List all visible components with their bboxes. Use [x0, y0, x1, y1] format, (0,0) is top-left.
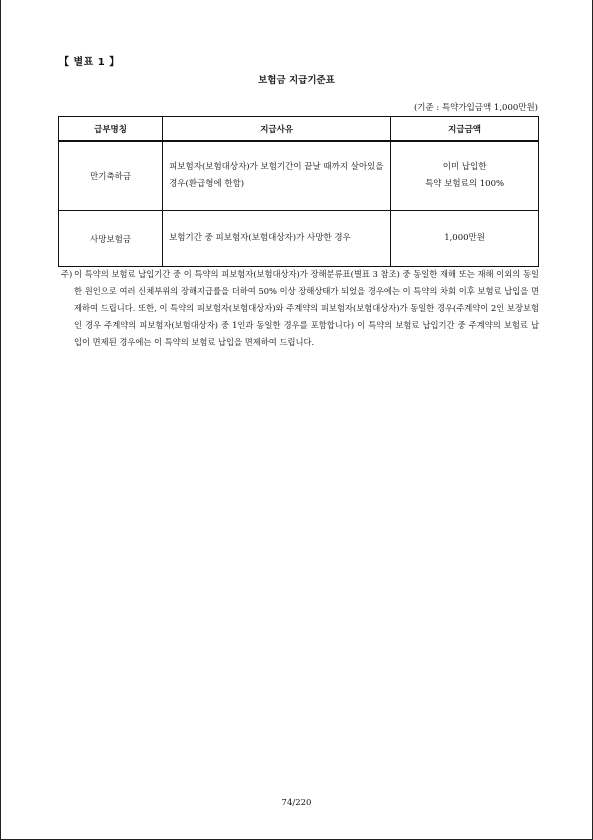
payment-amount-cell — [391, 141, 539, 211]
column-header-benefit-name: 급부명칭 — [59, 117, 163, 142]
footnote-text: 이 특약의 보험료 납입기간 중 이 특약의 피보험자(보험대상자)가 장해분류표(별표 3 참조) 중 동일한 재해 또는 재해 이외의 동일한 원인으로 여러 신체부위의 장해지급률을 더하여 50% 이상 장해상태가 되었을 경우에는 이 특약의 차회 이후 보험료 납입을 면제하여 드립니다. 또한, 이 특약의 피보험자(보험대상자)와 주계약의 피보험자(보험대상자)가 동일한 경우(주계약이 2인 보장보험인 경우 주계약의 피보험자(보험대상자) 중 1인과 동일한 경우를 포함합니다) 이 특약의 보험료 납입기간 중 주계약의 보험료 납입이 면제된 경우에는 이 특약의 보험료 납입을 면제하여 드립니다. — [74, 269, 539, 347]
payment-amount-line: 1,000만원 — [444, 233, 485, 243]
page-border-left — [0, 0, 1, 840]
benefit-table — [58, 116, 539, 267]
table-header-row — [59, 117, 539, 142]
footnote-marker: 주) — [61, 269, 73, 279]
column-header-payment-reason: 지급사유 — [163, 117, 391, 142]
column-header-payment-amount: 지급금액 — [391, 117, 539, 142]
payment-reason-cell: 보험기간 중 피보험자(보험대상자)가 사망한 경우 — [163, 211, 391, 267]
table-header — [59, 117, 539, 142]
table-body — [59, 141, 539, 267]
page-title: 보험금 지급기준표 — [258, 75, 335, 86]
payment-amount-cell — [391, 211, 539, 267]
footnote — [61, 266, 539, 351]
payment-reason-cell: 피보험자(보험대상자)가 보험기간이 끝날 때까지 살아있을 경우(환급형에 한함) — [163, 141, 391, 211]
payment-amount-line: 특약 보험료의 100% — [425, 179, 505, 189]
benefit-name-cell: 만기축하금 — [59, 141, 163, 211]
benefit-name-cell: 사망보험금 — [59, 211, 163, 267]
payment-amount-line: 이미 납입한 — [442, 162, 487, 172]
table-row — [59, 141, 539, 211]
basis-note: (기준 : 특약가입금액 1,000만원) — [413, 103, 538, 113]
page-number: 74/220 — [281, 798, 312, 808]
appendix-label: 【 별표 1 】 — [59, 57, 120, 68]
table-row — [59, 211, 539, 267]
